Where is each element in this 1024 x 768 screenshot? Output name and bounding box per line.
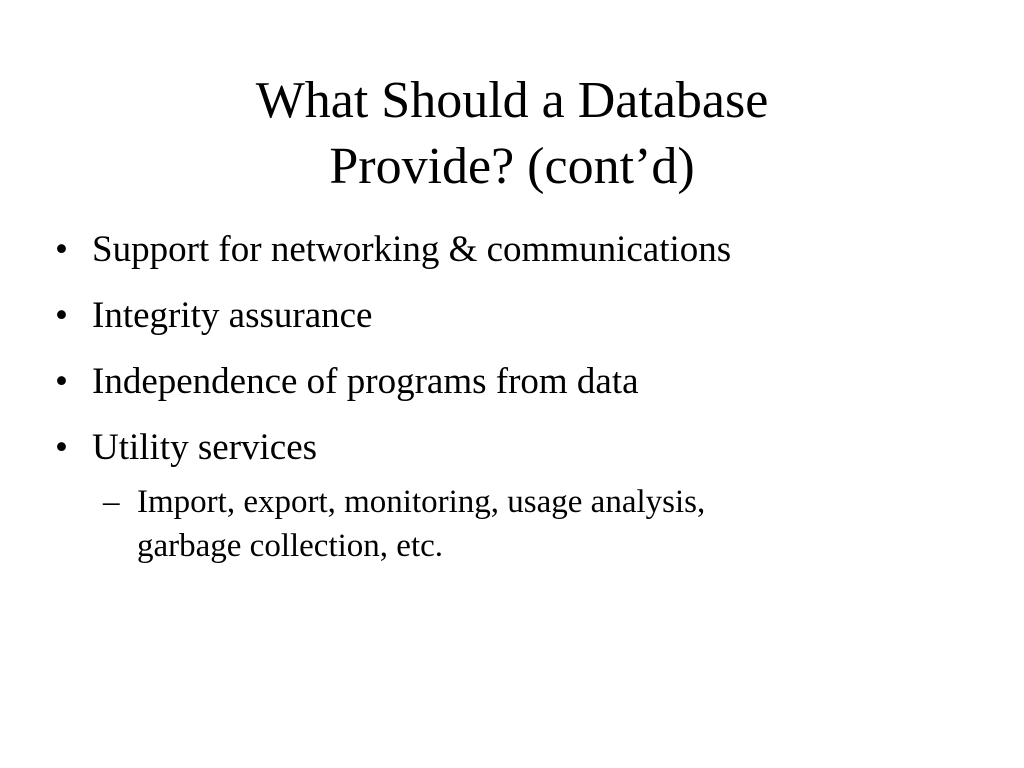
bullet-icon: • bbox=[55, 361, 68, 402]
bullet-text: Utility services bbox=[92, 427, 318, 468]
bullet-item-integrity bbox=[55, 294, 985, 338]
slide-title-line-1: What Should a Database bbox=[255, 72, 769, 129]
bullet-text: Integrity assurance bbox=[92, 295, 373, 336]
sub-bullet-list bbox=[55, 480, 985, 568]
slide-title-line-2: Provide? (cont’d) bbox=[329, 138, 695, 195]
bullet-text: Support for networking & communications bbox=[92, 229, 732, 270]
bullet-icon: • bbox=[55, 295, 68, 336]
sub-bullet-item-utility-details bbox=[55, 480, 817, 568]
slide-title bbox=[0, 68, 1024, 200]
bullet-item-independence bbox=[55, 360, 985, 404]
bullet-item-networking bbox=[55, 228, 985, 272]
bullet-list bbox=[55, 228, 985, 492]
bullet-icon: • bbox=[55, 229, 68, 270]
bullet-icon: • bbox=[55, 427, 68, 468]
bullet-text: Independence of programs from data bbox=[92, 361, 639, 402]
bullet-item-utility bbox=[55, 426, 985, 470]
dash-icon: – bbox=[103, 484, 120, 520]
sub-bullet-text: Import, export, monitoring, usage analysis, garbage collection, etc. bbox=[137, 484, 706, 564]
